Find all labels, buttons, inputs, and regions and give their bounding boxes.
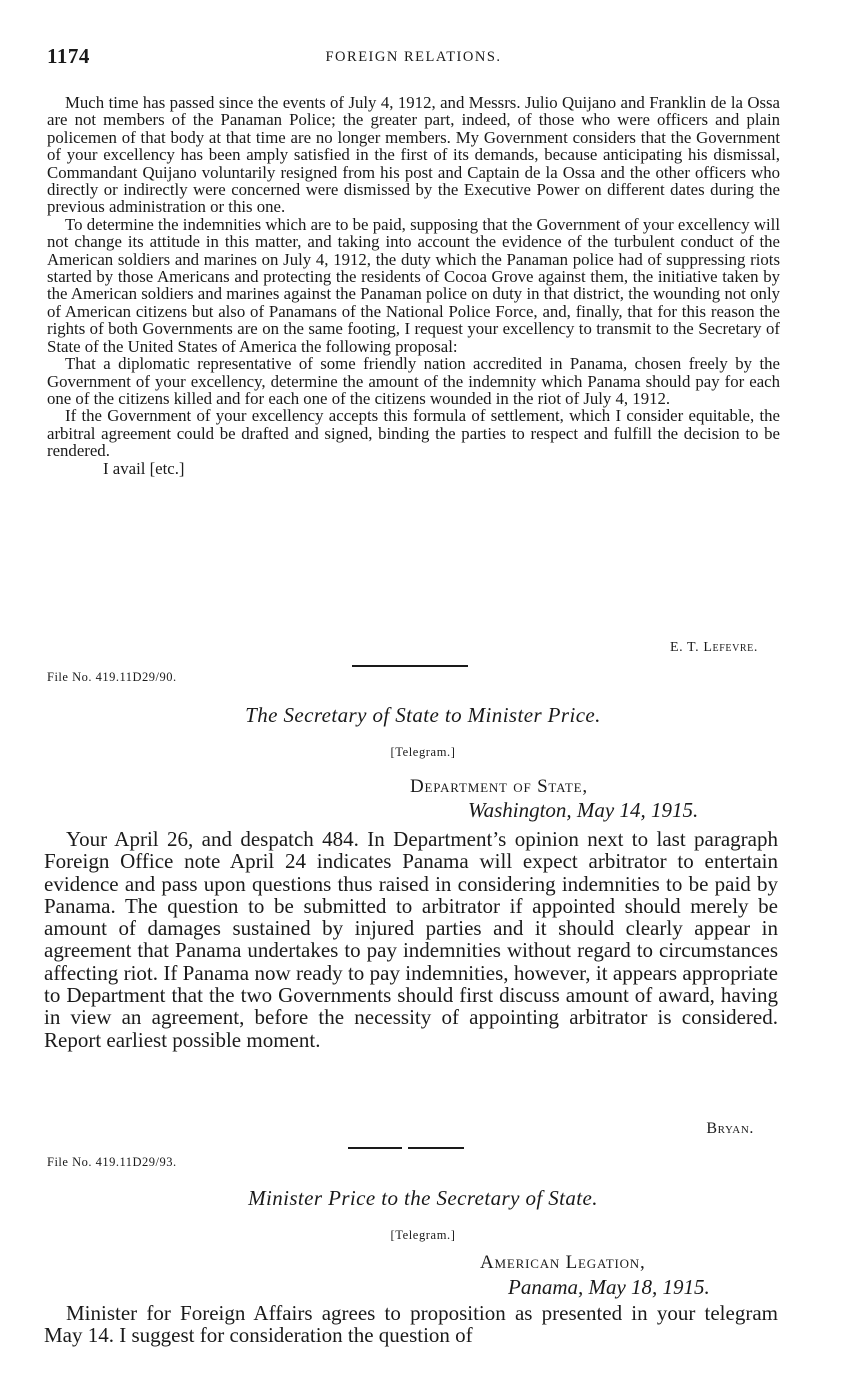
- page-number: 1174: [47, 44, 90, 68]
- paragraph: Minister for Foreign Affairs agrees to proposition as presented in your telegram May 14. I suggest for consideration the question of: [44, 1301, 778, 1348]
- document-title: The Secretary of State to Minister Price.: [245, 703, 601, 727]
- dateline-place: American Legation,: [480, 1252, 646, 1273]
- dateline-date: Panama, May 18, 1915.: [508, 1275, 710, 1299]
- telegram-label: [Telegram.]: [390, 745, 456, 759]
- paragraph: To determine the indemnities which are to be paid, supposing that the Government of your excellency will not change its attitude in this matter, and taking into account the evidence of the turbulent conduct of the American soldiers and marines on July 4, 1912, the duty which the Panaman police had of suppressing riots started by those Americans and protecting the residents of Cocoa Grove against them, the initiative taken by the American soldiers and marines against the Panaman police on duty in that district, the wounding not only of American citizens but also of Panamans of the National Police Force, and, finally, that for this reason the rights of both Governments are on the same footing, I request your excellency to transmit to the Secretary of State of the United States of America the following proposal:: [47, 214, 780, 356]
- document-title: Minister Price to the Secretary of State.: [248, 1186, 598, 1210]
- file-number: File No. 419.11D29/93.: [47, 1155, 177, 1169]
- paragraph: That a diplomatic representative of some friendly nation accredited in Panama, chosen freely by the Government of your excellency, determine the amount of the indemnity which Panama should pay for each one of the citizens killed and for each one of the citizens wounded in the riot of July 4, 1912.: [47, 354, 780, 408]
- dateline-place: Department of State,: [410, 776, 588, 797]
- section-divider-right: [408, 1147, 464, 1149]
- letter-continuation-body: [47, 94, 780, 477]
- section-divider-left: [348, 1147, 402, 1149]
- telegram-body: [44, 828, 778, 1051]
- paragraph: Your April 26, and despatch 484. In Department’s opinion next to last paragraph Foreign Office note April 24 indicates Panama will expect arbitrator to entertain evidence and pass upon questions thus raised in considering indemnities to be paid by Panama. The question to be submitted to arbitrator if appointed should merely be amount of damages sustained by injured parties and it should clearly appear in agreement that Panama undertakes to pay indemnities without regard to circumstances affecting riot. If Panama now ready to pay indemnities, however, it appears appropriate to Department that the two Governments should first discuss amount of award, having in view an agreement, before the necessity of appointing arbitrator is considered. Report earliest possible moment.: [44, 827, 778, 1052]
- running-head: FOREIGN RELATIONS.: [325, 49, 502, 65]
- signature-lefevre: E. T. Lefevre.: [669, 640, 758, 655]
- closing-line: I avail [etc.]: [103, 458, 185, 478]
- dateline-date: Washington, May 14, 1915.: [468, 798, 699, 822]
- paragraph: Much time has passed since the events of July 4, 1912, and Messrs. Julio Quijano and Franklin de la Ossa are not members of the Panaman Police; the greater part, indeed, of those who were officers and plain policemen of that body at that time are no longer members. My Government considers that the Government of your excellency has been amply satisfied in the first of its demands, because anticipating his dismissal, Commandant Quijano voluntarily resigned from his post and Captain de la Ossa and the other officers who directly or indirectly were concerned were dismissed by the Executive Power on different dates during the previous administration or this one.: [47, 93, 780, 217]
- page-header: [47, 44, 780, 70]
- telegram-body: [44, 1302, 778, 1347]
- signature-bryan: Bryan.: [706, 1120, 754, 1137]
- telegram-label: [Telegram.]: [390, 1228, 456, 1242]
- section-divider: [352, 665, 468, 667]
- file-number: File No. 419.11D29/90.: [47, 670, 177, 684]
- paragraph: If the Government of your excellency accepts this formula of settlement, which I consider equitable, the arbitral agreement could be drafted and signed, binding the parties to respect and fulfill the decision to be rendered.: [47, 406, 780, 461]
